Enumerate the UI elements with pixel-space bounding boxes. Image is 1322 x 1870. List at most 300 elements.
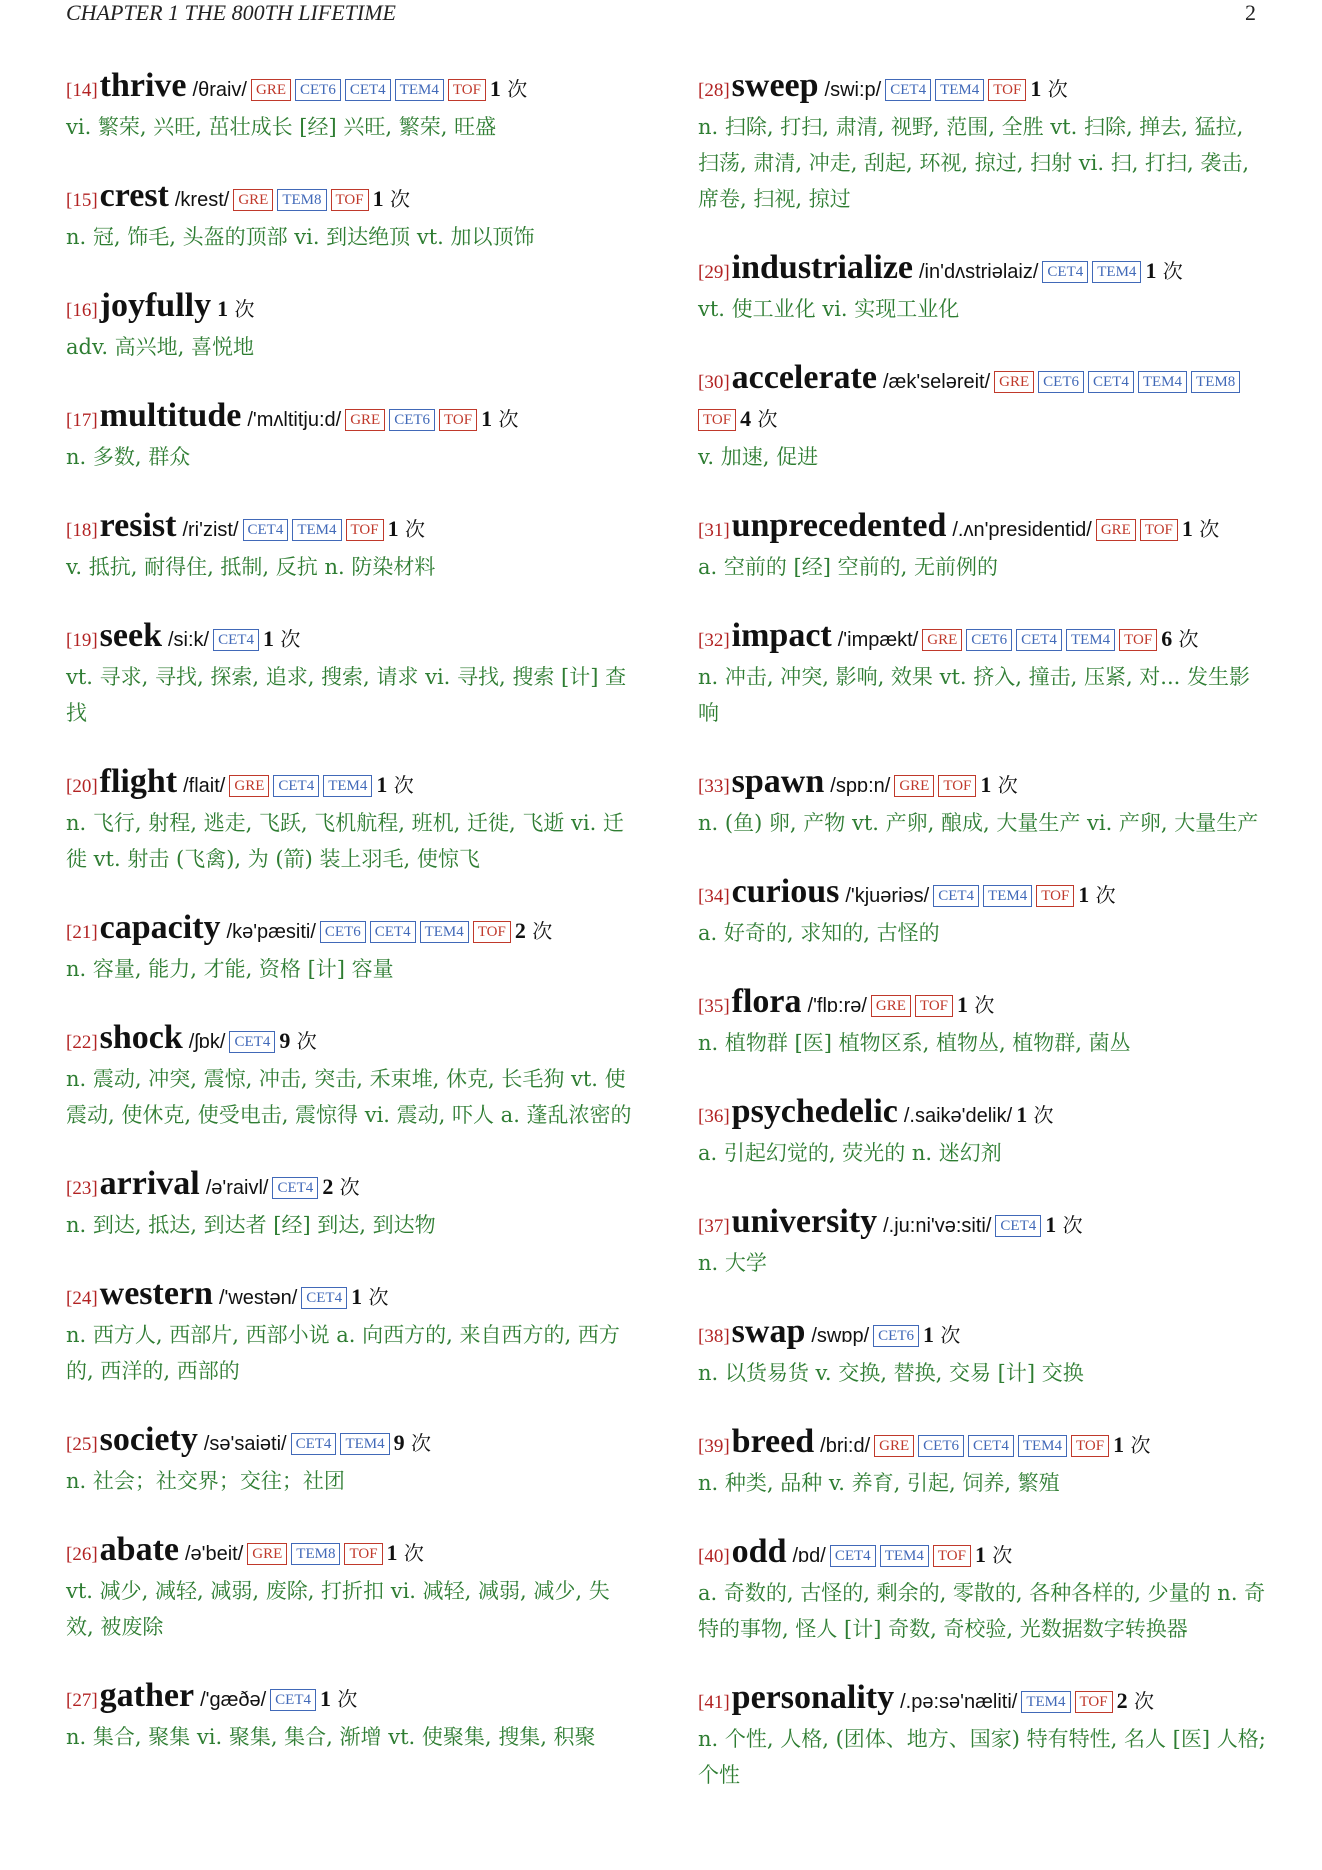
count-number: 1 (1113, 1432, 1125, 1457)
exam-tag-tof: TOF (346, 519, 384, 541)
headword: flora (731, 983, 802, 1020)
vocab-entry (698, 508, 1268, 585)
exam-tag-tem8: TEM8 (1191, 371, 1240, 393)
pronunciation: /in'dʌstriəlaiz/ (919, 261, 1039, 283)
pronunciation: /'kjuəriəs/ (845, 885, 930, 907)
exam-tag-cet4: CET4 (370, 921, 416, 943)
pronunciation: /.saikə'delik/ (903, 1105, 1013, 1127)
headword: joyfully (99, 287, 212, 324)
headword: breed (731, 1423, 815, 1460)
exam-tag-tof: TOF (938, 775, 976, 797)
count-number: 1 (262, 626, 274, 651)
count-suffix: 次 (507, 77, 528, 101)
headword: society (99, 1421, 198, 1458)
count-suffix: 次 (1133, 1689, 1154, 1713)
count-number: 1 (1181, 516, 1193, 541)
headword: curious (731, 873, 840, 910)
occurrence-count (980, 773, 1017, 797)
entry-headline (698, 874, 1268, 915)
definition: vt. 减少, 减轻, 减弱, 废除, 打折扣 vi. 减轻, 减弱, 减少, 失效, 被废除 (66, 1579, 610, 1639)
occurrence-count (279, 1029, 316, 1053)
exam-tag-tem4: TEM4 (1018, 1435, 1067, 1457)
vocab-entry (698, 68, 1268, 217)
headword: accelerate (731, 359, 877, 396)
pronunciation: /flait/ (183, 775, 226, 797)
exam-tag-tem8: TEM8 (291, 1543, 340, 1565)
headword: crest (99, 177, 169, 214)
exam-tag-tof: TOF (439, 409, 477, 431)
definition: n. 集合, 聚集 vi. 聚集, 集合, 渐增 vt. 使聚集, 搜集, 积聚 (66, 1725, 596, 1749)
entry-headline (66, 178, 636, 219)
definition: a. 空前的 [经] 空前的, 无前例的 (698, 555, 998, 579)
count-number: 1 (481, 406, 493, 431)
exam-tag-tem4: TEM4 (395, 79, 444, 101)
entry-number: [38] (698, 1326, 730, 1347)
entry-number: [18] (66, 520, 98, 541)
count-number: 1 (1078, 882, 1090, 907)
occurrence-count (481, 407, 518, 431)
count-suffix: 次 (337, 1687, 358, 1711)
vocab-entry (66, 398, 636, 475)
count-suffix: 次 (368, 1285, 389, 1309)
occurrence-count (490, 77, 527, 101)
vocab-entry (66, 1276, 636, 1389)
count-suffix: 次 (393, 773, 414, 797)
entry-number: [39] (698, 1436, 730, 1457)
definition: n. (鱼) 卵, 产物 vt. 产卵, 酿成, 大量生产 vi. 产卵, 大量生产 (698, 811, 1259, 835)
entry-headline (66, 764, 636, 805)
vocab-entry (698, 764, 1268, 841)
definition: n. 震动, 冲突, 震惊, 冲击, 突击, 禾束堆, 休克, 长毛狗 vt. 使震动, 使休克, 使受电击, 震惊得 vi. 震动, 吓人 a. 蓬乱浓密的 (66, 1067, 632, 1127)
count-number: 1 (1045, 1212, 1057, 1237)
entry-headline (66, 1166, 636, 1207)
count-number: 1 (387, 516, 399, 541)
exam-tag-gre: GRE (233, 189, 273, 211)
count-suffix: 次 (997, 773, 1018, 797)
count-number: 6 (1161, 626, 1173, 651)
occurrence-count (1113, 1433, 1150, 1457)
count-number: 1 (217, 296, 229, 321)
occurrence-count (1161, 627, 1198, 651)
page-header (66, 0, 1256, 26)
headword: spawn (731, 763, 825, 800)
entry-headline (698, 1680, 1268, 1721)
pronunciation: /'gæðə/ (200, 1689, 267, 1711)
entry-number: [31] (698, 520, 730, 541)
exam-tag-cet4: CET4 (968, 1435, 1014, 1457)
count-number: 1 (372, 186, 384, 211)
definition: a. 好奇的, 求知的, 古怪的 (698, 921, 940, 945)
entry-number: [40] (698, 1546, 730, 1567)
headword: psychedelic (731, 1093, 898, 1130)
vocab-entry (66, 178, 636, 255)
headword: arrival (99, 1165, 200, 1202)
count-suffix: 次 (1199, 517, 1220, 541)
pronunciation: /sə'saiəti/ (203, 1433, 287, 1455)
count-number: 2 (322, 1174, 334, 1199)
pronunciation: /ə'beit/ (184, 1543, 244, 1565)
definition: n. 扫除, 打扫, 肃清, 视野, 范围, 全胜 vt. 扫除, 掸去, 猛拉, 扫荡, 肃清, 冲走, 刮起, 环视, 掠过, 扫射 vi. 扫, 打扫, 袭击, 席卷, 扫视, 掠过 (698, 115, 1250, 211)
occurrence-count (387, 1541, 424, 1565)
exam-tag-tem4: TEM4 (292, 519, 341, 541)
headword: odd (731, 1533, 787, 1570)
vocab-entry (698, 1424, 1268, 1501)
entry-headline (698, 764, 1268, 805)
entry-headline (66, 288, 636, 329)
exam-tag-tof: TOF (1140, 519, 1178, 541)
occurrence-count (263, 627, 300, 651)
headword: seek (99, 617, 162, 654)
occurrence-count (975, 1543, 1012, 1567)
exam-tag-cet6: CET6 (320, 921, 366, 943)
exam-tag-cet4: CET4 (995, 1215, 1041, 1237)
headword: shock (99, 1019, 183, 1056)
occurrence-count (1182, 517, 1219, 541)
definition: n. 到达, 抵达, 到达者 [经] 到达, 到达物 (66, 1213, 436, 1237)
entry-number: [30] (698, 372, 730, 393)
exam-tag-gre: GRE (247, 1543, 287, 1565)
occurrence-count (923, 1323, 960, 1347)
occurrence-count (376, 773, 413, 797)
exam-tag-tof: TOF (1036, 885, 1074, 907)
headword: capacity (99, 909, 221, 946)
exam-tag-cet4: CET4 (213, 629, 259, 651)
entry-number: [19] (66, 630, 98, 651)
count-suffix: 次 (1047, 77, 1068, 101)
right-column (698, 68, 1268, 1826)
count-suffix: 次 (974, 993, 995, 1017)
pronunciation: /swi:p/ (824, 79, 882, 101)
count-suffix: 次 (940, 1323, 961, 1347)
definition: n. 个性, 人格, (团体、地方、国家) 特有特性, 名人 [医] 人格; 个性 (698, 1727, 1266, 1787)
exam-tag-cet4: CET4 (933, 885, 979, 907)
count-number: 2 (1116, 1688, 1128, 1713)
count-suffix: 次 (1130, 1433, 1151, 1457)
definition: n. 冠, 饰毛, 头盔的顶部 vi. 到达绝顶 vt. 加以顶饰 (66, 225, 535, 249)
exam-tag-cet6: CET6 (966, 629, 1012, 651)
vocab-entry (66, 1678, 636, 1755)
definition: n. 大学 (698, 1251, 767, 1275)
entry-headline (66, 1276, 636, 1317)
vocab-entry (66, 1422, 636, 1499)
entry-headline (698, 1204, 1268, 1245)
count-suffix: 次 (404, 517, 425, 541)
entry-headline (698, 1424, 1268, 1465)
count-suffix: 次 (757, 407, 778, 431)
occurrence-count (322, 1175, 359, 1199)
vocab-entry (698, 1680, 1268, 1793)
count-number: 1 (1030, 76, 1042, 101)
exam-tag-gre: GRE (994, 371, 1034, 393)
vocab-entry (698, 874, 1268, 951)
exam-tag-gre: GRE (229, 775, 269, 797)
vocab-entry (66, 1166, 636, 1243)
pronunciation: /θraiv/ (192, 79, 247, 101)
definition: vt. 使工业化 vi. 实现工业化 (698, 297, 960, 321)
pronunciation: /ʃɒk/ (188, 1031, 226, 1053)
pronunciation: /swɒp/ (811, 1325, 870, 1347)
exam-tag-cet6: CET6 (1038, 371, 1084, 393)
exam-tag-cet6: CET6 (389, 409, 435, 431)
occurrence-count (1030, 77, 1067, 101)
count-suffix: 次 (1095, 883, 1116, 907)
exam-tag-tof: TOF (1075, 1691, 1113, 1713)
page-number: 2 (1245, 0, 1256, 25)
definition: n. 飞行, 射程, 逃走, 飞跃, 飞机航程, 班机, 迁徙, 飞逝 vi. 迁徙 vt. 射击 (飞禽), 为 (箭) 装上羽毛, 使惊飞 (66, 811, 624, 871)
entry-number: [33] (698, 776, 730, 797)
entry-number: [24] (66, 1288, 98, 1309)
pronunciation: /ri'zist/ (182, 519, 239, 541)
occurrence-count (217, 297, 254, 321)
exam-tag-tof: TOF (1071, 1435, 1109, 1457)
vocab-entry (698, 1204, 1268, 1281)
definition: n. 以货易货 v. 交换, 替换, 交易 [计] 交换 (698, 1361, 1084, 1385)
definition: n. 西方人, 西部片, 西部小说 a. 向西方的, 来自西方的, 西方的, 西洋的, 西部的 (66, 1323, 620, 1383)
entry-number: [15] (66, 190, 98, 211)
vocab-entry (698, 618, 1268, 731)
exam-tag-tem4: TEM4 (323, 775, 372, 797)
exam-tag-gre: GRE (874, 1435, 914, 1457)
definition: a. 奇数的, 古怪的, 剩余的, 零散的, 各种各样的, 少量的 n. 奇特的事物, 怪人 [计] 奇数, 奇校验, 光数据数字转换器 (698, 1581, 1266, 1641)
count-number: 4 (740, 406, 752, 431)
definition: n. 多数, 群众 (66, 445, 191, 469)
exam-tag-tem4: TEM4 (983, 885, 1032, 907)
definition: n. 植物群 [医] 植物区系, 植物丛, 植物群, 菌丛 (698, 1031, 1131, 1055)
entry-headline (66, 68, 636, 109)
vocab-entry (66, 764, 636, 877)
exam-tag-tof: TOF (331, 189, 369, 211)
entry-headline (66, 618, 636, 659)
exam-tag-cet6: CET6 (918, 1435, 964, 1457)
exam-tag-tem8: TEM8 (277, 189, 326, 211)
vocab-entry (698, 1534, 1268, 1647)
exam-tag-gre: GRE (251, 79, 291, 101)
exam-tag-cet4: CET4 (270, 1689, 316, 1711)
entry-headline (66, 910, 636, 951)
exam-tag-tof: TOF (915, 995, 953, 1017)
exam-tag-cet4: CET4 (1088, 371, 1134, 393)
entry-headline (66, 1678, 636, 1719)
headword: impact (731, 617, 832, 654)
count-suffix: 次 (498, 407, 519, 431)
vocab-entry (698, 1314, 1268, 1391)
left-column (66, 68, 636, 1788)
pronunciation: /si:k/ (167, 629, 210, 651)
headword: sweep (731, 67, 819, 104)
occurrence-count (373, 187, 410, 211)
count-number: 1 (320, 1686, 332, 1711)
exam-tag-cet4: CET4 (1042, 261, 1088, 283)
exam-tag-tof: TOF (473, 921, 511, 943)
exam-tag-tem4: TEM4 (1138, 371, 1187, 393)
definition: v. 加速, 促进 (698, 445, 819, 469)
count-suffix: 次 (1178, 627, 1199, 651)
occurrence-count (1145, 259, 1182, 283)
vocab-entry (698, 984, 1268, 1061)
pronunciation: /'westən/ (218, 1287, 298, 1309)
entry-number: [26] (66, 1544, 98, 1565)
occurrence-count (515, 919, 552, 943)
entry-number: [22] (66, 1032, 98, 1053)
exam-tag-tem4: TEM4 (1066, 629, 1115, 651)
exam-tag-cet4: CET4 (229, 1031, 275, 1053)
definition: vi. 繁荣, 兴旺, 茁壮成长 [经] 兴旺, 繁荣, 旺盛 (66, 115, 497, 139)
entry-headline (66, 508, 636, 549)
entry-number: [16] (66, 300, 98, 321)
exam-tag-tof: TOF (698, 409, 736, 431)
count-number: 9 (279, 1028, 291, 1053)
vocab-entry (66, 618, 636, 731)
count-suffix: 次 (389, 187, 410, 211)
headword: resist (99, 507, 177, 544)
exam-tag-cet6: CET6 (295, 79, 341, 101)
count-number: 1 (980, 772, 992, 797)
pronunciation: /ə'raivl/ (205, 1177, 269, 1199)
entry-number: [32] (698, 630, 730, 651)
exam-tag-cet4: CET4 (885, 79, 931, 101)
pronunciation: /'flɒ:rə/ (807, 995, 867, 1017)
count-suffix: 次 (403, 1541, 424, 1565)
definition: n. 社会；社交界；交往；社团 (66, 1469, 345, 1493)
headword: flight (99, 763, 178, 800)
entry-headline (698, 1534, 1268, 1575)
exam-tag-cet4: CET4 (301, 1287, 347, 1309)
count-suffix: 次 (532, 919, 553, 943)
vocab-entry (698, 1094, 1268, 1171)
definition: n. 冲击, 冲突, 影响, 效果 vt. 挤入, 撞击, 压紧, 对... 发生影响 (698, 665, 1251, 725)
headword: multitude (99, 397, 242, 434)
pronunciation: /kə'pæsiti/ (226, 921, 316, 943)
entry-number: [25] (66, 1434, 98, 1455)
count-number: 1 (1145, 258, 1157, 283)
pronunciation: /'mʌltitju:d/ (247, 409, 342, 431)
occurrence-count (351, 1285, 388, 1309)
count-suffix: 次 (1062, 1213, 1083, 1237)
vocab-entry (66, 508, 636, 585)
entry-number: [28] (698, 80, 730, 101)
exam-tag-cet4: CET4 (291, 1433, 337, 1455)
occurrence-count (957, 993, 994, 1017)
headword: abate (99, 1531, 179, 1568)
pronunciation: /'impækt/ (837, 629, 919, 651)
exam-tag-tem4: TEM4 (1021, 1691, 1070, 1713)
headword: unprecedented (731, 507, 947, 544)
headword: gather (99, 1677, 195, 1714)
count-suffix: 次 (280, 627, 301, 651)
pronunciation: /.pə:sə'næliti/ (900, 1691, 1018, 1713)
entry-number: [34] (698, 886, 730, 907)
count-suffix: 次 (410, 1431, 431, 1455)
definition: adv. 高兴地, 喜悦地 (66, 335, 255, 359)
pronunciation: /.ju:ni'və:siti/ (883, 1215, 992, 1237)
entry-headline (698, 1314, 1268, 1355)
exam-tag-gre: GRE (922, 629, 962, 651)
exam-tag-tof: TOF (933, 1545, 971, 1567)
exam-tag-cet6: CET6 (873, 1325, 919, 1347)
definition: n. 容量, 能力, 才能, 资格 [计] 容量 (66, 957, 394, 981)
entry-number: [14] (66, 80, 98, 101)
definition: a. 引起幻觉的, 荧光的 n. 迷幻剂 (698, 1141, 1002, 1165)
exam-tag-gre: GRE (345, 409, 385, 431)
occurrence-count (740, 407, 777, 431)
pronunciation: /.ʌn'presidentid/ (952, 519, 1092, 541)
vocab-entry (66, 1532, 636, 1645)
count-number: 1 (376, 772, 388, 797)
definition: v. 抵抗, 耐得住, 抵制, 反抗 n. 防染材料 (66, 555, 436, 579)
exam-tag-tem4: TEM4 (880, 1545, 929, 1567)
occurrence-count (394, 1431, 431, 1455)
vocab-entry (66, 1020, 636, 1133)
count-number: 1 (489, 76, 501, 101)
exam-tag-cet4: CET4 (345, 79, 391, 101)
exam-tag-tem4: TEM4 (935, 79, 984, 101)
entry-headline (66, 1020, 636, 1061)
exam-tag-tem4: TEM4 (340, 1433, 389, 1455)
pronunciation: /spɒ:n/ (830, 775, 891, 797)
count-suffix: 次 (234, 297, 255, 321)
exam-tag-cet4: CET4 (272, 1177, 318, 1199)
definition: n. 种类, 品种 v. 养育, 引起, 饲养, 繁殖 (698, 1471, 1060, 1495)
exam-tag-cet4: CET4 (1016, 629, 1062, 651)
count-suffix: 次 (1033, 1103, 1054, 1127)
count-number: 2 (514, 918, 526, 943)
count-suffix: 次 (296, 1029, 317, 1053)
entry-headline (698, 508, 1268, 549)
count-suffix: 次 (1162, 259, 1183, 283)
occurrence-count (388, 517, 425, 541)
vocab-entry (66, 288, 636, 365)
occurrence-count (320, 1687, 357, 1711)
occurrence-count (1078, 883, 1115, 907)
entry-headline (698, 618, 1268, 659)
exam-tag-tem4: TEM4 (420, 921, 469, 943)
exam-tag-tof: TOF (1119, 629, 1157, 651)
vocab-entry (66, 910, 636, 987)
entry-headline (698, 68, 1268, 109)
vocab-entry (66, 68, 636, 145)
exam-tag-tof: TOF (988, 79, 1026, 101)
exam-tag-gre: GRE (894, 775, 934, 797)
exam-tag-tof: TOF (448, 79, 486, 101)
vocab-entry (698, 360, 1268, 475)
entry-headline (698, 250, 1268, 291)
occurrence-count (1117, 1689, 1154, 1713)
entry-headline (66, 1422, 636, 1463)
headword: industrialize (731, 249, 913, 286)
pronunciation: /krest/ (174, 189, 230, 211)
entry-number: [17] (66, 410, 98, 431)
pronunciation: /ɒd/ (792, 1545, 826, 1567)
count-number: 1 (974, 1542, 986, 1567)
count-suffix: 次 (339, 1175, 360, 1199)
vocab-entry (698, 250, 1268, 327)
exam-tag-tof: TOF (344, 1543, 382, 1565)
exam-tag-tem4: TEM4 (1092, 261, 1141, 283)
entry-number: [41] (698, 1692, 730, 1713)
exam-tag-cet4: CET4 (273, 775, 319, 797)
entry-headline (698, 984, 1268, 1025)
exam-tag-cet4: CET4 (243, 519, 289, 541)
count-number: 1 (351, 1284, 363, 1309)
entry-headline (66, 1532, 636, 1573)
entry-number: [27] (66, 1690, 98, 1711)
count-suffix: 次 (992, 1543, 1013, 1567)
count-number: 9 (393, 1430, 405, 1455)
entry-number: [36] (698, 1106, 730, 1127)
entry-number: [37] (698, 1216, 730, 1237)
definition: vt. 寻求, 寻找, 探索, 追求, 搜索, 请求 vi. 寻找, 搜索 [计] 查找 (66, 665, 627, 725)
pronunciation: /bri:d/ (820, 1435, 871, 1457)
